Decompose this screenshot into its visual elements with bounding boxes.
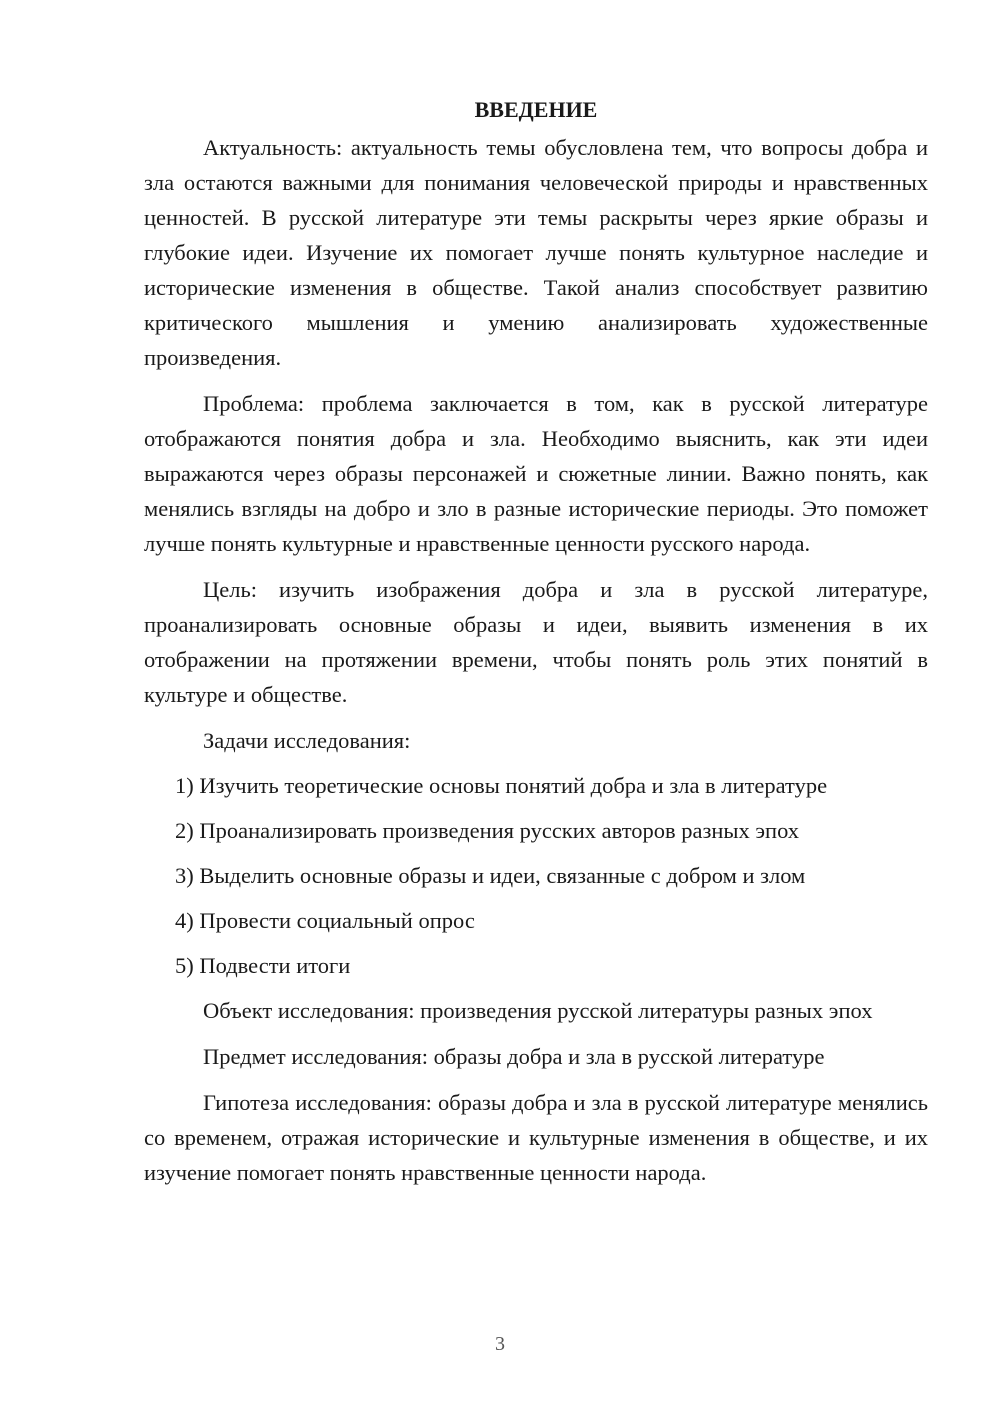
spacer <box>144 893 928 903</box>
hypothesis-paragraph: Гипотеза исследования: образы добра и зла в русской литературе менялись со временем, отражая исторические и культурные изменения в обществе, и их изучение помогает понять нравственные ценности народа. <box>144 1090 928 1185</box>
problem-paragraph: Проблема: проблема заключается в том, как в русской литературе отображаются понятия добра и зла. Необходимо выяснить, как эти идеи выражаются через образы персонажей и сюжетные линии. Важно понять, как менялись взгляды на добро и зло в разные исторические периоды. Это поможет лучше понять культурные и нравственные ценности русского народа. <box>144 391 928 556</box>
list-item <box>144 858 928 893</box>
spacer <box>144 758 928 768</box>
tasks-title: Задачи исследования: <box>203 728 411 753</box>
list-item <box>144 813 928 848</box>
spacer <box>144 803 928 813</box>
list-item-number: 3) <box>175 863 194 888</box>
spacer <box>144 938 928 948</box>
object-paragraph: Объект исследования: произведения русской литературы разных эпох <box>203 998 873 1023</box>
tasks-list <box>144 768 928 983</box>
list-item-number: 1) <box>175 773 194 798</box>
list-item-text: Изучить теоретические основы понятий добра и зла в литературе <box>199 773 828 798</box>
list-item-number: 5) <box>175 953 194 978</box>
spacer <box>144 1028 928 1039</box>
list-item <box>144 948 928 983</box>
subject-paragraph: Предмет исследования: образы добра и зла в русской литературе <box>203 1044 825 1069</box>
spacer <box>144 1074 928 1085</box>
list-item-text: Проанализировать произведения русских авторов разных эпох <box>199 818 800 843</box>
list-item <box>144 768 928 803</box>
actuality-paragraph: Актуальность: актуальность темы обусловлена тем, что вопросы добра и зла остаются важными для понимания человеческой природы и нравственных ценностей. В русской литературе эти темы раскрыты через яркие образы и глубокие идеи. Изучение их помогает лучше понять культурное наследие и исторические изменения в обществе. Такой анализ способствует развитию критического мышления и умению анализировать художественные произведения. <box>144 135 928 370</box>
list-item-text: Выделить основные образы и идеи, связанные с добром и злом <box>199 863 806 888</box>
spacer <box>144 712 928 723</box>
spacer <box>144 983 928 993</box>
page-number: 3 <box>495 1333 505 1355</box>
section-heading: ВВЕДЕНИЕ <box>474 97 598 122</box>
list-item-number: 4) <box>175 908 194 933</box>
list-item-text: Провести социальный опрос <box>199 908 475 933</box>
document-page <box>144 94 928 1190</box>
spacer <box>144 848 928 858</box>
list-item-number: 2) <box>175 818 194 843</box>
list-item <box>144 903 928 938</box>
goal-paragraph: Цель: изучить изображения добра и зла в русской литературе, проанализировать основные образы и идеи, выявить изменения в их отображении на протяжении времени, чтобы понять роль этих понятий в культуре и обществе. <box>144 577 928 707</box>
spacer <box>144 375 928 386</box>
list-item-text: Подвести итоги <box>199 953 351 978</box>
spacer <box>144 561 928 572</box>
